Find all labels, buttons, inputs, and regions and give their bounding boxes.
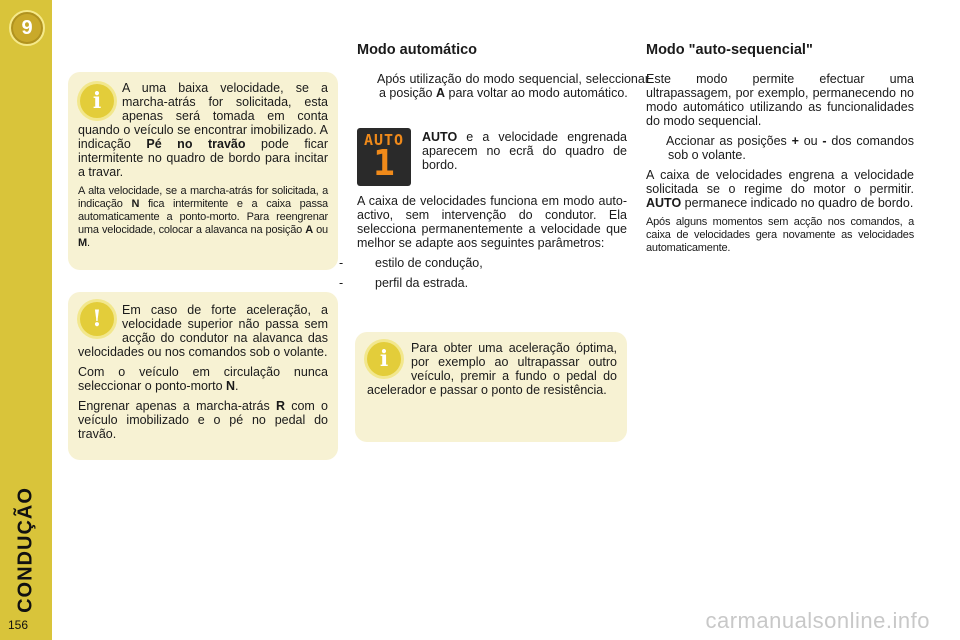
info-card-reverse: [68, 72, 338, 270]
chapter-sidebar: [0, 0, 52, 640]
info-icon: i: [367, 342, 401, 376]
watermark-text: carmanualsonline.info: [705, 608, 930, 633]
auto-mode-paragraph: A caixa de velocidades funciona em modo auto-activo, sem intervenção do condutor. Ela selecciona permanentemente a velocidade que melhor se adapte aos seguintes parâmetros: - estilo de condução, - perfil da estrada.: [339, 194, 627, 290]
info-icon: i: [80, 84, 114, 118]
auto-mode-step: Após utilização do modo sequencial, seleccionar a posição A para voltar ao modo automático.: [377, 72, 649, 100]
info-card-reverse-text: A uma baixa velocidade, se a marcha-atrás for solicitada, esta apenas será tomada em conta quando o veículo se encontrar imobilizado. A indicação Pé no travão pode ficar intermitente no quadro de bordo para incitar a travar. A alta velocidade, se a marcha-atrás for solicitada, a indicação N fica intermitente e a caixa passa automaticamente a ponto-morto. Para reengrenar uma velocidade, colocar a alavanca na posição A ou M.: [78, 81, 329, 249]
seq-mode-title: Modo "auto-sequencial": [646, 42, 813, 58]
info-card-acceleration: [355, 332, 627, 442]
info-card-acceleration-text: Para obter uma aceleração óptima, por exemplo ao ultrapassar outro veículo, premir a fundo o pedal do acelerador e passar o ponto de resistência.: [367, 341, 617, 397]
page-number: 156: [8, 618, 29, 632]
chapter-title: CONDUÇÃO: [14, 487, 37, 613]
auto-gear-display-icon: AUTO 1: [357, 128, 411, 186]
warning-icon: !: [80, 302, 114, 336]
list-item: - estilo de condução,: [339, 256, 483, 270]
chapter-number-badge: 9: [9, 10, 45, 46]
auto-display-text: AUTO e a velocidade engrenada aparecem no ecrã do quadro de bordo.: [422, 130, 627, 172]
list-item: - perfil da estrada.: [339, 276, 469, 290]
auto-mode-title: Modo automático: [357, 42, 478, 58]
warning-card-text: Em caso de forte aceleração, a velocidade superior não passa sem acção do condutor na alavanca das velocidades ou nos comandos sob o volante. Com o veículo em circulação nunca seleccionar o ponto-morto N. Engrenar apenas a marcha-atrás R com o veículo imobilizado e o pé no pedal do travão.: [78, 303, 328, 441]
warning-card-acceleration: [68, 292, 338, 460]
seq-mode-text: Este modo permite efectuar uma ultrapassagem, por exemplo, permanecendo no modo automático utilizando as funcionalidades do modo sequencial. Accionar as posições + ou - dos comandos sob o volante. A caixa de velocidades engrena a velocidade solicitada se o regime do motor o permitir. AUTO permanece indicado no quadro de bordo. Após alguns momentos sem acção nos comandos, a caixa de velocidades gera novamente as velocidades automaticamente.: [646, 72, 915, 254]
